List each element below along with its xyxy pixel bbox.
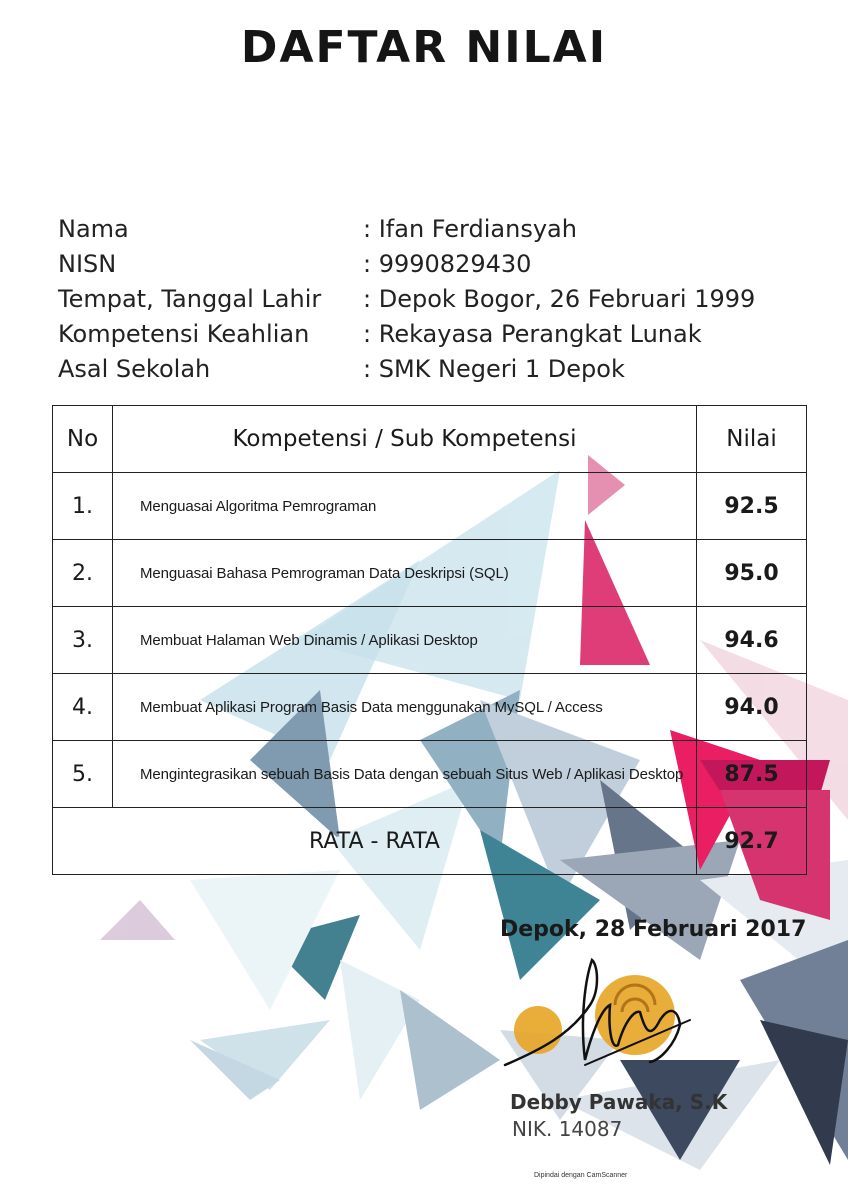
grade-table [52, 405, 807, 875]
row-nilai: 94.6 [697, 607, 807, 674]
table-row [53, 674, 807, 741]
row-no: 2. [53, 540, 113, 607]
stamp-left-icon [514, 1006, 562, 1054]
info-value: : 9990829430 [363, 250, 532, 278]
row-kompetensi: Membuat Aplikasi Program Basis Data menggunakan MySQL / Access [113, 674, 697, 741]
scanner-footer-note: Dipindai dengan CamScanner [534, 1172, 628, 1179]
info-label: Tempat, Tanggal Lahir [58, 285, 322, 313]
info-label: Asal Sekolah [58, 355, 211, 383]
info-label: NISN [58, 250, 117, 278]
info-value: : SMK Negeri 1 Depok [363, 355, 625, 383]
row-nilai: 92.5 [697, 473, 807, 540]
row-no: 5. [53, 741, 113, 808]
row-nilai: 87.5 [697, 741, 807, 808]
header-no: No [53, 406, 113, 473]
table-header-row [53, 406, 807, 473]
table-row [53, 473, 807, 540]
signatory-name: Debby Pawaka, S.K [510, 1090, 728, 1114]
average-value: 92.7 [697, 808, 807, 875]
row-no: 3. [53, 607, 113, 674]
row-nilai: 95.0 [697, 540, 807, 607]
row-no: 1. [53, 473, 113, 540]
row-kompetensi: Membuat Halaman Web Dinamis / Aplikasi Desktop [113, 607, 697, 674]
info-label: Kompetensi Keahlian [58, 320, 310, 348]
seal-stamp-and-signature [500, 950, 720, 1080]
row-kompetensi: Menguasai Bahasa Pemrograman Data Deskripsi (SQL) [113, 540, 697, 607]
row-kompetensi: Menguasai Algoritma Pemrograman [113, 473, 697, 540]
header-kompetensi: Kompetensi / Sub Kompetensi [113, 406, 697, 473]
table-average-row [53, 808, 807, 875]
signatory-nik: NIK. 14087 [512, 1117, 623, 1141]
info-value: : Rekayasa Perangkat Lunak [363, 320, 702, 348]
info-value: : Depok Bogor, 26 Februari 1999 [363, 285, 756, 313]
info-label: Nama [58, 215, 129, 243]
table-row [53, 741, 807, 808]
page-title: DAFTAR NILAI [240, 22, 608, 73]
header-nilai: Nilai [697, 406, 807, 473]
table-row [53, 607, 807, 674]
info-value: : Ifan Ferdiansyah [363, 215, 577, 243]
place-date: Depok, 28 Februari 2017 [500, 917, 807, 942]
table-row [53, 540, 807, 607]
row-no: 4. [53, 674, 113, 741]
row-kompetensi: Mengintegrasikan sebuah Basis Data dengan sebuah Situs Web / Aplikasi Desktop [113, 741, 697, 808]
average-label: RATA - RATA [53, 808, 697, 875]
row-nilai: 94.0 [697, 674, 807, 741]
